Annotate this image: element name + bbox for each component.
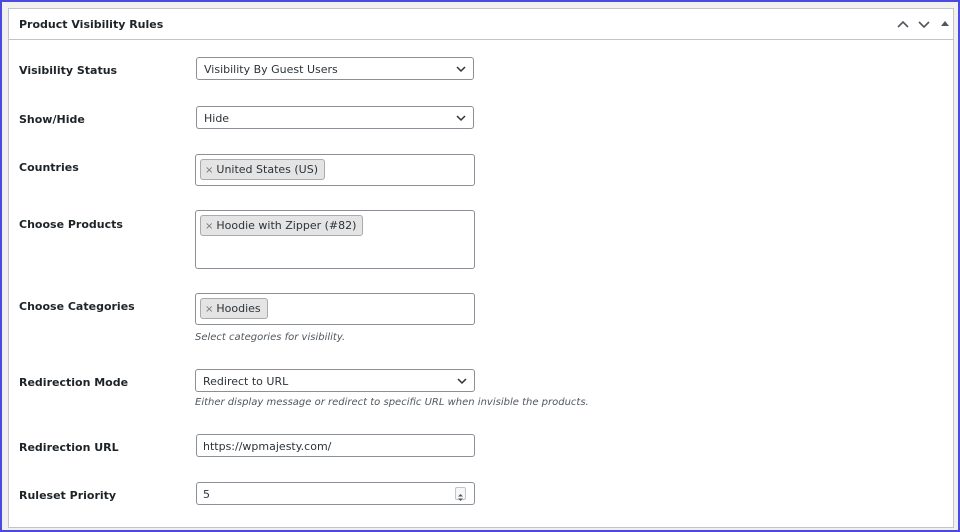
redirection-mode-help: Either display message or redirect to specific URL when invisible the products. [195, 397, 589, 408]
toggle-panel-button[interactable] [937, 16, 953, 32]
ruleset-priority-label: Ruleset Priority [19, 489, 117, 502]
chevron-down-icon [456, 375, 468, 387]
redirection-mode-value: Redirect to URL [203, 375, 289, 388]
choose-categories-multiselect[interactable] [195, 293, 475, 325]
redirection-mode-select[interactable] [195, 369, 475, 392]
chevron-up-icon [895, 16, 911, 32]
move-up-button[interactable] [895, 16, 911, 32]
panel-header [9, 9, 953, 40]
choose-products-label: Choose Products [19, 218, 123, 231]
ruleset-priority-input[interactable] [196, 482, 475, 505]
countries-multiselect[interactable] [195, 154, 475, 186]
remove-tag-icon[interactable]: × [205, 304, 214, 315]
ruleset-priority-value: 5 [203, 488, 210, 501]
redirection-url-value: https://wpmajesty.com/ [203, 440, 332, 453]
spinner-arrows-icon [456, 492, 465, 503]
show-hide-value: Hide [204, 112, 230, 125]
visibility-status-select[interactable] [196, 57, 474, 80]
choose-categories-help: Select categories for visibility. [195, 332, 346, 343]
country-tag-label: United States (US) [216, 163, 318, 176]
remove-tag-icon[interactable]: × [205, 165, 214, 176]
move-down-button[interactable] [916, 16, 932, 32]
number-spinner[interactable] [455, 487, 466, 500]
countries-label: Countries [19, 161, 79, 174]
panel-title: Product Visibility Rules [19, 18, 164, 31]
category-tag-label: Hoodies [216, 302, 261, 315]
chevron-down-icon [455, 63, 467, 75]
show-hide-select[interactable] [196, 106, 474, 129]
choose-products-multiselect[interactable] [195, 210, 475, 269]
redirection-mode-label: Redirection Mode [19, 376, 129, 389]
triangle-up-icon [937, 16, 953, 32]
show-hide-label: Show/Hide [19, 113, 85, 126]
redirection-url-input[interactable] [196, 434, 475, 457]
category-tag [200, 298, 268, 319]
chevron-down-icon [455, 112, 467, 124]
country-tag [200, 159, 325, 180]
visibility-status-value: Visibility By Guest Users [204, 63, 338, 76]
product-visibility-rules-panel [8, 8, 954, 528]
visibility-status-label: Visibility Status [19, 64, 118, 77]
redirection-url-label: Redirection URL [19, 441, 119, 454]
remove-tag-icon[interactable]: × [205, 221, 214, 232]
product-tag-label: Hoodie with Zipper (#82) [216, 219, 357, 232]
choose-categories-label: Choose Categories [19, 300, 135, 313]
chevron-down-icon [916, 16, 932, 32]
product-tag [200, 215, 363, 236]
